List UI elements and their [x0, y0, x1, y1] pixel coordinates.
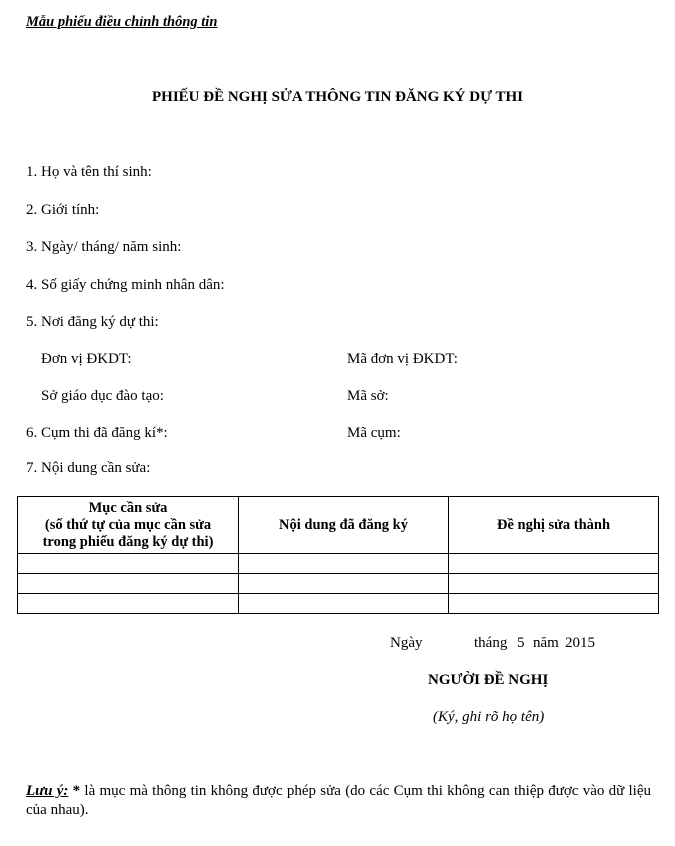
table-cell[interactable] [239, 594, 449, 614]
date-month-value: 5 [517, 635, 525, 651]
field-department-code: Mã sở: [347, 388, 389, 404]
date-year-label: năm [533, 635, 559, 651]
column-header-proposed-correction: Đề nghị sửa thành [449, 497, 659, 554]
table-cell[interactable] [449, 594, 659, 614]
footnote-text: là mục mà thông tin không được phép sửa (do các Cụm thi không can thiệp được vào dữ liệu của nhau). [26, 783, 652, 818]
date-year-value: 2015 [565, 635, 595, 651]
table-row [18, 574, 659, 594]
column-header-item-to-correct [18, 497, 239, 554]
table-header-row [18, 497, 659, 554]
table-cell[interactable] [449, 574, 659, 594]
field-content-to-correct: 7. Nội dung cần sửa: [26, 460, 151, 476]
footnote-star: * [72, 783, 81, 799]
table-cell[interactable] [239, 574, 449, 594]
signer-title: NGƯỜI ĐỀ NGHỊ [428, 672, 549, 688]
field-full-name: 1. Họ và tên thí sinh: [26, 164, 152, 180]
table-row [18, 554, 659, 574]
field-exam-cluster: 6. Cụm thi đã đăng kí*: [26, 425, 168, 441]
table-row [18, 594, 659, 614]
date-month-label: tháng [474, 635, 508, 651]
table-cell[interactable] [449, 554, 659, 574]
table-cell[interactable] [18, 594, 239, 614]
table-cell[interactable] [18, 574, 239, 594]
column-header-line: (số thứ tự của mục cần sửa [44, 516, 212, 533]
field-registration-unit-code: Mã đơn vị ĐKDT: [347, 351, 458, 367]
date-day-label: Ngày [390, 635, 423, 651]
field-date-of-birth: 3. Ngày/ tháng/ năm sinh: [26, 239, 182, 255]
field-exam-registration-place: 5. Nơi đăng ký dự thi: [26, 314, 159, 330]
table-cell[interactable] [18, 554, 239, 574]
column-header-line: trong phiếu đăng ký dự thi) [42, 533, 214, 550]
column-header-line: Mục cần sửa [88, 499, 168, 516]
field-id-number: 4. Số giấy chứng minh nhân dân: [26, 277, 225, 293]
correction-table [17, 496, 659, 614]
header-note: Mẫu phiếu điều chỉnh thông tin [26, 14, 218, 30]
field-cluster-code: Mã cụm: [347, 425, 401, 441]
field-registration-unit: Đơn vị ĐKDT: [41, 351, 132, 367]
form-title: PHIẾU ĐỀ NGHỊ SỬA THÔNG TIN ĐĂNG KÝ DỰ THI [151, 89, 524, 105]
column-header-registered-content: Nội dung đã đăng ký [239, 497, 449, 554]
signature-instruction: (Ký, ghi rõ họ tên) [433, 709, 545, 725]
field-gender: 2. Giới tính: [26, 202, 100, 218]
table-cell[interactable] [239, 554, 449, 574]
footnote [26, 782, 651, 820]
field-department-of-education: Sở giáo dục đào tạo: [41, 388, 164, 404]
footnote-label: Lưu ý: [26, 783, 69, 799]
